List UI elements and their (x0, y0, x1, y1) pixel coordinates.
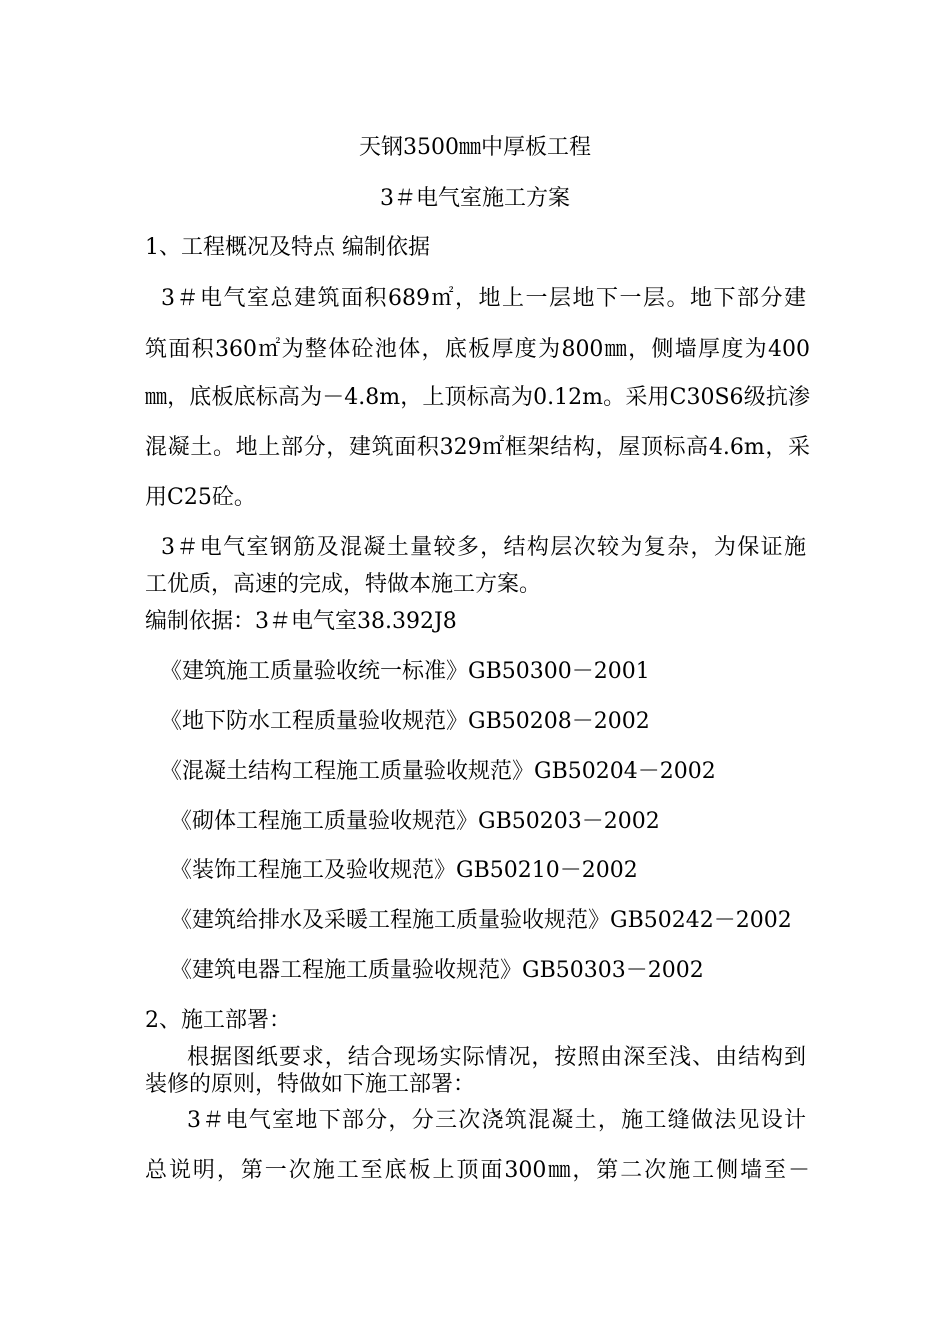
paragraph-line: 装修的原则，特做如下施工部署： (145, 1072, 476, 1097)
paragraph-line: 3＃电气室钢筋及混凝土量较多，结构层次较为复杂，为保证施 (161, 535, 806, 560)
standard-item: 《建筑给排水及采暖工程施工质量验收规范》GB50242－2002 (170, 908, 792, 933)
paragraph-line: 3＃电气室总建筑面积689㎡，地上一层地下一层。地下部分建 (161, 286, 806, 311)
paragraph-line: 混凝土。地上部分，建筑面积329㎡框架结构，屋顶标高4.6m，采 (145, 435, 810, 460)
paragraph-line: 根据图纸要求，结合现场实际情况，按照由深至浅、由结构到 (187, 1045, 806, 1070)
paragraph-line: ㎜，底板底标高为－4.8m，上顶标高为0.12m。采用C30S6级抗渗 (145, 385, 810, 410)
standard-item: 《建筑电器工程施工质量验收规范》GB50303－2002 (170, 958, 704, 983)
paragraph-line: 工优质，高速的完成，特做本施工方案。 (145, 572, 542, 597)
paragraph-line: 总说明，第一次施工至底板上顶面300㎜，第二次施工侧墙至－ (145, 1158, 810, 1183)
paragraph-line: 3＃电气室地下部分，分三次浇筑混凝土，施工缝做法见设计 (187, 1108, 806, 1133)
paragraph-line: 用C25砼。 (145, 485, 256, 510)
section-heading-overview: 1、工程概况及特点 编制依据 (145, 235, 430, 260)
standard-item: 《混凝土结构工程施工质量验收规范》GB50204－2002 (160, 759, 716, 784)
basis-label: 编制依据：3＃电气室38.392J8 (145, 609, 457, 634)
section-heading-deployment: 2、施工部署： (145, 1008, 291, 1033)
document-title: 天钢3500㎜中厚板工程 (359, 135, 591, 160)
standard-item: 《砌体工程施工质量验收规范》GB50203－2002 (170, 809, 660, 834)
standard-item: 《装饰工程施工及验收规范》GB50210－2002 (170, 858, 638, 883)
standard-item: 《建筑施工质量验收统一标准》GB50300－2001 (160, 659, 650, 684)
document-subtitle: 3＃电气室施工方案 (380, 186, 570, 211)
standard-item: 《地下防水工程质量验收规范》GB50208－2002 (160, 709, 650, 734)
paragraph-line: 筑面积360㎡为整体砼池体，底板厚度为800㎜，侧墙厚度为400 (145, 337, 810, 362)
